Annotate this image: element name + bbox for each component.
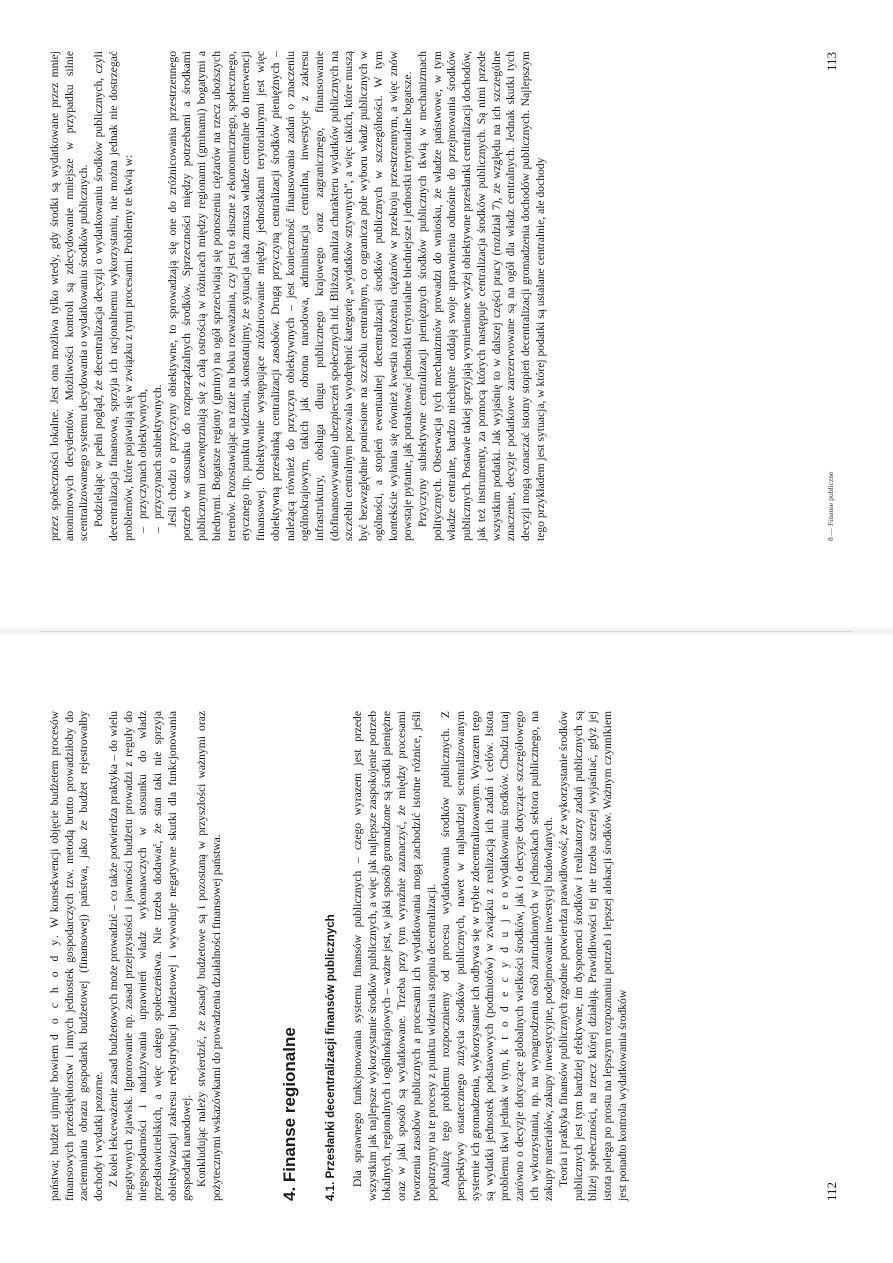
paragraph: Jeśli chodzi o przyczyny obiektywne, to sprowadzają się one do zróżnicowania przestrzennego potrzeb w stosunku do rozporządzalnych środków. Sprzeczności między potrzebami a środkami publicznymi uzewnętrzniają się z całą ostrością w różnicach między regionami (gminami) bogatymi a biednymi. Bogatsze regiony (gminy) na ogół sprzeciwiają się ponoszeniu ciężarów na rzecz uboższych terenów. Pozostawiając na razie na boku rozważania, czy jest to słuszne z ekonomicznego, społecznego, etycznego itp. punktu widzenia, skonstatujmy, że sytuacja taka zmusza władze centralne do interwencji finansowej. Obiektywnie występujące zróżnicowanie między jednostkami terytorialnymi jest więc obiektywną przesłanką centralizacji zasobów. Drugą przyczyną centralizacji środków pieniężnych – należącą również do przyczyn obiektywnych – jest konieczność finansowania zadań o znaczeniu ogólnokrajowym, takich jak obrona narodowa, administracja centralna, inwestycje z zakresu infrastruktury, obsługa długu publicznego krajowego oraz zagranicznego, finansowanie (dofinansowywanie) ubezpieczeń społecznych itd. Bliższa analiza charakteru wydatków publicznych na szczeblu centralnym pozwala wyodrębnić kategorię „wydatków sztywnych”, a więc takich, które muszą być bezwzględnie poniesione na szczeblu centralnym, co ogranicza pole wyboru władz publicznych w ogólności, a stopień ewentualnej decentralizacji środków publicznych w szczególności. W tym kontekście wyłania się również kwestia rozłożenia ciężarów w przekroju przestrzennym, a więc znów powstaje pytanie, jak potraktować jednostki terytorialne biedniejsze i jednostki terytorialne bogatsze.	[165, 51, 415, 541]
list-item: – przyczynach subiektywnych.	[151, 51, 166, 541]
emphasized-word: d o c h o d y.	[48, 932, 61, 1040]
list-item: – przyczynach obiektywnych,	[136, 51, 151, 541]
paragraph: Konkludując należy stwierdzić, że zasady budżetowe są i pozostaną w przyszłości ważnymi oraz pożytecznymi wskazówkami do prowadzenia działalności finansowej państwa.	[195, 711, 223, 1201]
right-text-block	[48, 51, 548, 541]
page-right	[0, 0, 893, 631]
left-text-block	[48, 711, 631, 1201]
paragraph-text: W konsekwencji objęcie budżetem	[48, 760, 61, 928]
footer-signature: 8 — Finanse publiczne	[826, 471, 835, 541]
paragraph-text: o wydatkowaniu środków. Chodzi tutaj zarówno o decyzje dotyczące globalnych wielkości środków, jak i o decyzje dotyczące szczegółowego ich wykorzystania, np. na wynagrodzenia osób zatrudnionych w jednostkach sektora publicznego, na zakupy materiałów, zakupy inwestycyjne, podejmowanie inwestycji budowlanych.	[498, 710, 556, 1201]
page-number: 113	[824, 51, 839, 71]
chapter-heading: 4. Finanse regionalne	[279, 1027, 299, 1201]
emphasized-phrase: k t o d e c y d u j e	[498, 902, 512, 1055]
paragraph-text: Analizę tego problemu rozpoczniemy od procesu wydatkowania środków publicznych. Z perspektywy ostatecznego zużycia środków publicznych, nawet w najbardziej scentralizowanym systemie ich gromadzenia, wykorzystanie ich odbywa się w trybie zdecentralizowanym. Wyrazem tego są wydatki jednostek podstawowych (podmiotów) w związku z realizacją ich zadań i celów. Istota problemu tkwi jednak w tym,	[439, 711, 512, 1201]
paragraph	[48, 711, 107, 1201]
paragraph: Przyczyny subiektywne centralizacji pieniężnych środków publicznych tkwią w mechanizmach politycznych. Obserwacja tych mechanizmów prowadzi do wniosku, że władze państwowe, w tym władze centralne, bardzo niechętnie oddają swoje uprawnienia odnośnie do przejmowania środków publicznych. Postawie takiej sprzyjają wymienione wyżej obiektywne przesłanki centralizacji dochodów, jak też instrumenty, za pomocą których następuje centralizacja środków publicznych. Są nimi przede wszystkim podatki. Jak wyjaśnię to w dalszej części pracy (rozdział 7), ze względu na ich szczególne znaczenie, decyzje podatkowe zarezerwowane są na ogół dla władz centralnych. Jednak skutki tych decyzji mogą oznaczać istotny stopień decentralizacji gromadzenia dochodów publicznych. Najlepszym tego przykładem jest sytuacja, w której podatki są ustalane centralnie, ale dochody	[415, 51, 547, 541]
paragraph: Dla sprawnego funkcjonowania systemu finansów publicznych – czego wyrazem jest przede wszystkim jak najlepsze wykorzystanie środków publicznych, a więc jak najlepsze zaspokojenie potrzeb lokalnych, regionalnych i ogólnokrajowych – ważne jest, w jaki sposób gromadzone są środki pieniężne oraz w jaki sposób są wydatkowane. Trzeba przy tym wyraźnie zaznaczyć, że między procesami tworzenia zasobów publicznych a procesami ich wydatkowania mogą zachodzić istotne różnice, jeśli popatrzymy na te procesy z punktu widzenia stopnia decentralizacji.	[350, 711, 438, 1201]
paragraph	[439, 711, 557, 1201]
paragraph: Podzielając w pełni pogląd, że decentralizacja decyzji o wydatkowaniu środków publicznych, czyli decentralizacja finansowa, sprzyja ich racjonalnemu wykorzystaniu, nie można jednak nie dostrzegać problemów, które pojawiają się w związku z tymi procesami. Problemy te tkwią w:	[92, 51, 135, 541]
page-number: 112	[824, 1181, 839, 1201]
dash-list	[136, 51, 165, 541]
paragraph: Teoria i praktyka finansów publicznych zgodnie potwierdza prawidłowość, że wykorzystanie środków publicznych jest tym bardziej efektywne, im dysponenci środków i realizatorzy zadań publicznych są bliżej społeczności, na rzecz której działają. Prawidłowości tej nie trzeba szerzej wyjaśniać, gdyż jej istota polega po prostu na lepszym rozpoznaniu potrzeb i lepszej alokacji środków. Ważnym czynnikiem jest ponadto kontrola wydatkowania środków	[556, 711, 629, 1201]
paragraph: przez społeczności lokalne. Jest ona możliwa tylko wtedy, gdy środki są wydatkowane przez mniej anonimowych decydentów. Możliwości kontroli są zdecydowanie mniejsze w przypadku silnie scentralizowanego systemu decydowania o wydatkowaniu środków publicznych.	[48, 51, 91, 541]
section-heading: 4.1. Przesłanki decentralizacji finansów publicznych	[324, 914, 338, 1201]
paragraph: Z kolei lekceważenie zasad budżetowych może prowadzić – co także potwierdza praktyka – do wielu negatywnych zjawisk. Ignorowanie np. zasad przejrzystości i jawności budżetu prowadzi z reguły do niegospodarności i nadużywania uprawnień władz wykonawczych w stosunku do władz przedstawicielskich, a więc całego społeczeństwa. Nie trzeba dodawać, że stan taki nie sprzyja obiektywizacji zakresu redystrybucji budżetowej i wywołuje negatywne skutki dla funkcjonowania gospodarki narodowej.	[106, 711, 194, 1201]
paragraph-text: procesów finansowych przedsiębiorstw i innych jednostek gospodarczych tzw. metodą brutto prowadziłoby do zaciemniania obrazu gospodarki budżetowej (finansowej) państwa, jako że budżet rejestrowałby dochody i wydatki pozorne.	[48, 711, 106, 1201]
paragraph-text: państwa; budżet ujmuje bowiem	[48, 1044, 61, 1201]
page-left	[0, 631, 893, 1263]
